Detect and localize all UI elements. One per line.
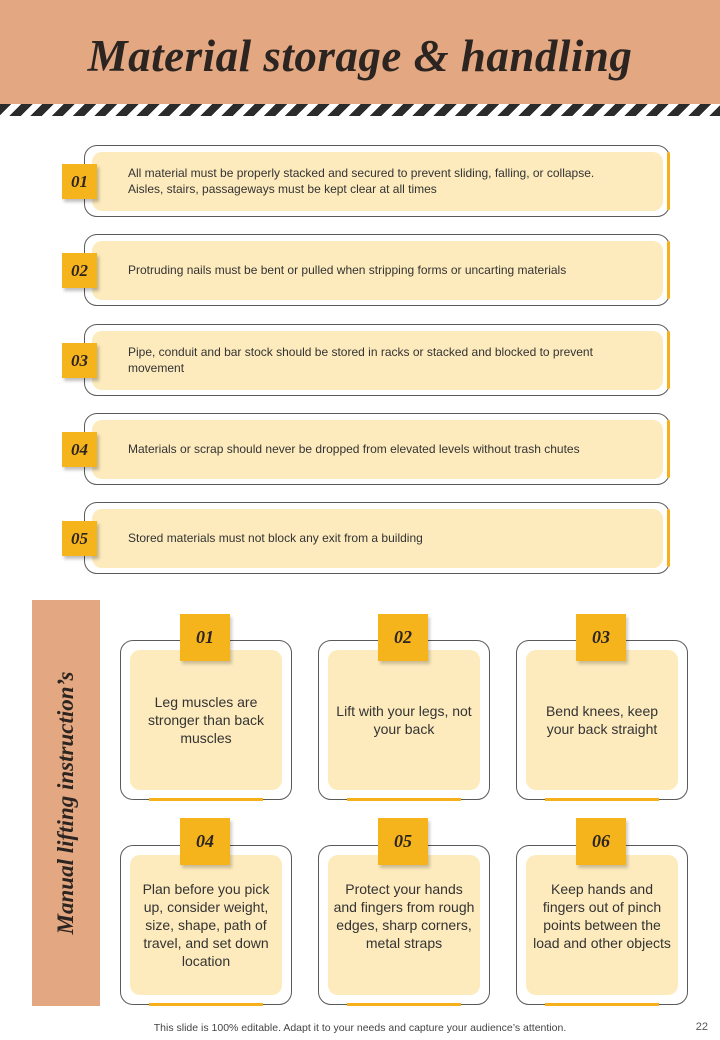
card-accent-line [347,798,461,801]
card-number-badge: 03 [576,614,626,661]
card-accent-line [545,1003,659,1006]
card-text: Protect your hands and fingers from rough edges, sharp corners, metal straps [333,881,475,951]
lifting-card-2 [318,640,490,800]
rule-accent-bar [667,509,670,567]
rule-number-badge: 01 [62,164,97,199]
rule-text: Protruding nails must be bent or pulled when stripping forms or uncarting materials [128,263,567,277]
header-banner [0,0,720,104]
storage-rule-4 [84,413,670,485]
storage-rule-3 [84,324,670,396]
page-title: Material storage & handling [87,31,633,81]
storage-rule-2 [84,234,670,306]
storage-rule-5 [84,502,670,574]
card-text: Lift with your legs, not your back [336,703,472,737]
footer-note: This slide is 100% editable. Adapt it to your needs and capture your audience’s attention. [153,1022,567,1034]
lifting-section-sidebar [32,600,100,1006]
card-number-badge: 06 [576,818,626,865]
rule-number-badge: 05 [62,521,97,556]
card-accent-line [149,798,263,801]
card-accent-line [545,798,659,801]
card-number-badge: 01 [180,614,230,661]
rule-accent-bar [667,241,670,299]
rule-accent-bar [667,152,670,210]
rule-text: Materials or scrap should never be dropped from elevated levels without trash chutes [128,442,580,456]
card-text: Bend knees, keep your back straight [545,703,659,737]
rule-accent-bar [667,420,670,478]
lifting-card-3 [516,640,688,800]
hazard-stripe-divider [0,104,720,116]
card-text: Plan before you pick up, consider weight, size, shape, path of travel, and set down location [142,881,270,969]
rule-text: Stored materials must not block any exit from a building [128,531,423,545]
card-accent-line [149,1003,263,1006]
storage-rule-1 [84,145,670,217]
card-text: Leg muscles are stronger than back muscles [148,694,264,746]
lifting-card-1 [120,640,292,800]
rule-number-badge: 02 [62,253,97,288]
lifting-section-label: Manual lifting instruction’s [53,671,78,935]
rule-accent-bar [667,331,670,389]
rule-number-badge: 03 [62,343,97,378]
rule-number-badge: 04 [62,432,97,467]
lifting-card-6 [516,845,688,1005]
card-number-badge: 04 [180,818,230,865]
lifting-card-4 [120,845,292,1005]
card-text: Keep hands and fingers out of pinch points between the load and other objects [533,881,671,951]
card-number-badge: 05 [378,818,428,865]
lifting-card-5 [318,845,490,1005]
card-number-badge: 02 [378,614,428,661]
page-number: 22 [695,1021,708,1033]
card-accent-line [347,1003,461,1006]
rule-text: All material must be properly stacked and secured to prevent sliding, falling, or collapse. Aisles, stairs, passageways must be kept clear at all times [128,166,595,196]
rule-text: Pipe, conduit and bar stock should be stored in racks or stacked and blocked to prevent movement [128,345,593,375]
